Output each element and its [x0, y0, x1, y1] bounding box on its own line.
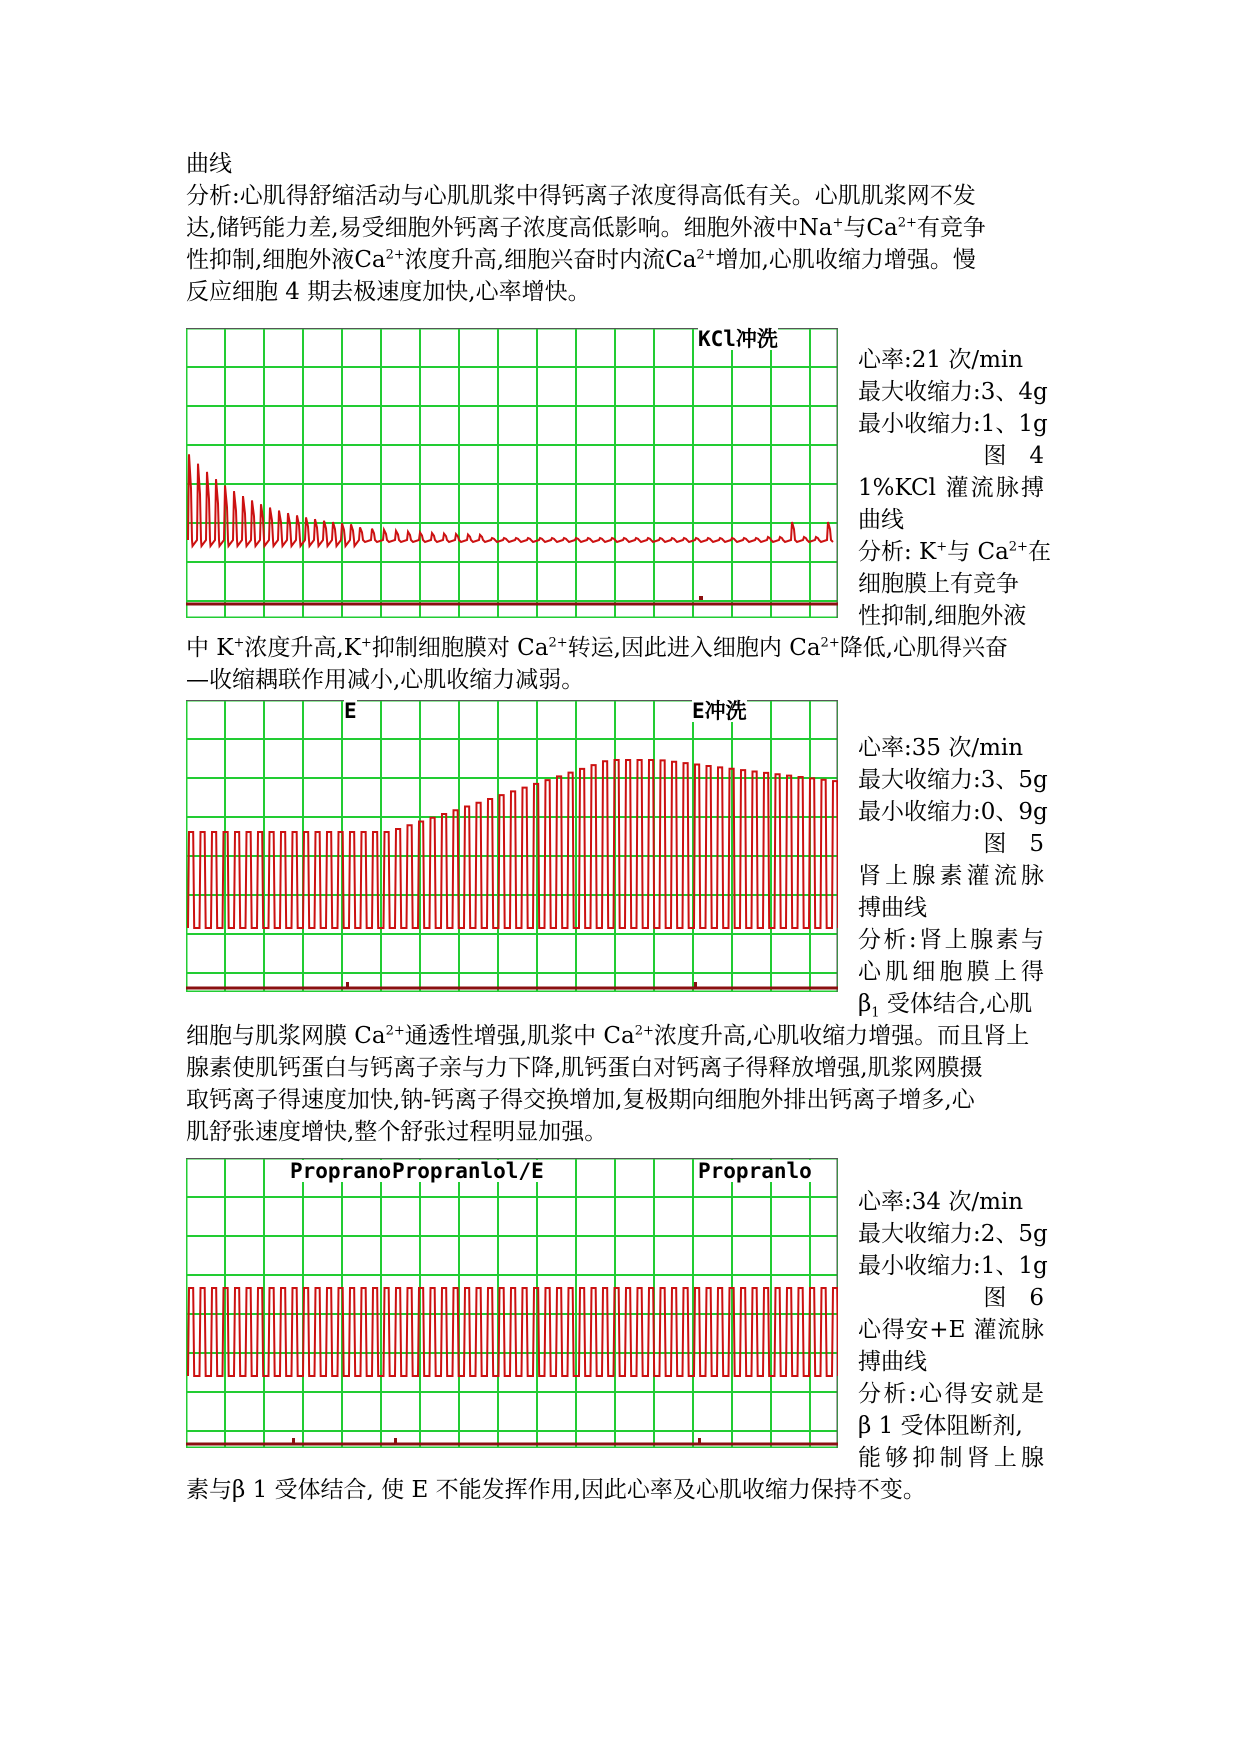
figure-6-event-marker-3 — [698, 1438, 701, 1443]
figure-5-event-marker-1 — [346, 982, 349, 987]
figure-5-analysis-3: $\beta_1$ 受体结合,心肌 — [858, 991, 1033, 1021]
figure-6-max-force: 最大收缩力:2、5g — [858, 1221, 1048, 1247]
figure-5-heart-rate: 心率:35 次/min — [858, 735, 1024, 761]
figure-6-caption-1: 心得安+E 灌流脉 — [858, 1317, 1044, 1343]
figure-5-continued-2: 腺素使肌钙蛋白与钙离子亲与力下降,肌钙蛋白对钙离子得释放增强,肌浆网膜摄 — [186, 1055, 983, 1081]
figure-4-continued-2: —收缩耦联作用减小,心肌收缩力减弱。 — [186, 667, 585, 693]
figure-5-event-marker-2 — [694, 982, 697, 987]
figure-5-label-e: E — [344, 699, 357, 723]
figure-6-label-propranolol-1: Proprano — [290, 1159, 392, 1183]
figure-5-number: 图 5 — [983, 831, 1044, 857]
figure-6-number: 图 6 — [983, 1285, 1044, 1311]
figure-4-min-force: 最小收缩力:1、1g — [858, 411, 1048, 437]
intro-line-5: 反应细胞 4 期去极速度加快,心率增快。 — [186, 279, 591, 305]
figure-5-analysis-2: 心肌细胞膜上得 — [858, 959, 1044, 985]
figure-4-analysis-1: 分析: K+与 $Ca^{2+}$在 — [858, 539, 1051, 565]
figure-5-min-force: 最小收缩力:0、9g — [858, 799, 1048, 825]
figure-4-pulse-trace — [188, 454, 833, 546]
figure-6-event-marker-1 — [292, 1438, 295, 1443]
intro-line-4: 性抑制,细胞外液$Ca^{2+}$浓度升高,细胞兴奋时内流$Ca^{2+}$增加,心肌收缩力增强。慢 — [186, 247, 976, 273]
figure-4-event-marker — [699, 596, 703, 600]
figure-6-pulse-chart — [186, 1158, 838, 1448]
figure-6-label-propranolol-2: Propranlo — [698, 1159, 812, 1183]
figure-5-pulse-chart — [186, 700, 838, 992]
figure-4-max-force: 最大收缩力:3、4g — [858, 379, 1048, 405]
figure-5-max-force: 最大收缩力:3、5g — [858, 767, 1048, 793]
figure-6-continued-1: 素与β 1 受体结合, 使 E 不能发挥作用,因此心率及心肌收缩力保持不变。 — [186, 1477, 926, 1503]
figure-4-analysis-3: 性抑制,细胞外液 — [858, 603, 1027, 629]
figure-5-svg — [186, 700, 838, 992]
figure-5-continued-1: 细胞与肌浆网膜 $Ca^{2+}$通透性增强,肌浆中 $Ca^{2+}$浓度升高,心肌收缩力增强。而且肾上 — [186, 1023, 1030, 1049]
figure-5-continued-3: 取钙离子得速度加快,钠-钙离子得交换增加,复极期向细胞外排出钙离子增多,心 — [186, 1087, 975, 1113]
figure-4-label-kcl-wash: KCl冲洗 — [698, 327, 778, 351]
figure-5-caption-1: 肾上腺素灌流脉 — [858, 863, 1044, 889]
figure-6-caption-2: 搏曲线 — [858, 1349, 927, 1375]
figure-4-caption-2: 曲线 — [858, 507, 904, 533]
intro-line-3: 达,储钙能力差,易受细胞外钙离子浓度高低影响。细胞外液中Na+与$Ca^{2+}$有竞争 — [186, 215, 986, 241]
figure-6-pulse-trace — [188, 1288, 838, 1376]
figure-5-analysis-1: 分析:肾上腺素与 — [858, 927, 1044, 953]
intro-line-1: 曲线 — [186, 151, 232, 177]
figure-4-analysis-2: 细胞膜上有竞争 — [858, 571, 1019, 597]
figure-4-continued-1: 中 K+浓度升高,K+抑制细胞膜对 $Ca^{2+}$转运,因此进入细胞内 $Ca^{2+}$降低,心肌得兴奋 — [186, 635, 1009, 661]
figure-6-analysis-2: β 1 受体阻断剂, — [858, 1413, 1023, 1439]
figure-4-number: 图 4 — [983, 443, 1044, 469]
figure-6-analysis-1: 分析:心得安就是 — [858, 1381, 1044, 1407]
figure-6-heart-rate: 心率:34 次/min — [858, 1189, 1024, 1215]
figure-5-continued-4: 肌舒张速度增快,整个舒张过程明显加强。 — [186, 1119, 608, 1145]
figure-5-label-e-wash: E冲洗 — [692, 699, 747, 723]
intro-line-2: 分析:心肌得舒缩活动与心肌肌浆中得钙离子浓度得高低有关。心肌肌浆网不发 — [186, 183, 976, 209]
figure-6-analysis-3: 能够抑制肾上腺 — [858, 1445, 1044, 1471]
figure-5-caption-2: 搏曲线 — [858, 895, 927, 921]
figure-4-pulse-chart — [186, 328, 838, 618]
figure-4-heart-rate: 心率:21 次/min — [858, 347, 1024, 373]
figure-4-caption-1: 1%KCl 灌流脉搏 — [858, 475, 1044, 501]
figure-4-grid-frame — [187, 329, 838, 618]
figure-6-label-propranolol-e: Propranlol/E — [392, 1159, 544, 1183]
figure-4-svg — [186, 328, 838, 618]
figure-6-svg — [186, 1158, 838, 1448]
figure-5-pulse-trace — [188, 760, 838, 928]
figure-6-min-force: 最小收缩力:1、1g — [858, 1253, 1048, 1279]
figure-6-event-marker-2 — [394, 1438, 397, 1443]
